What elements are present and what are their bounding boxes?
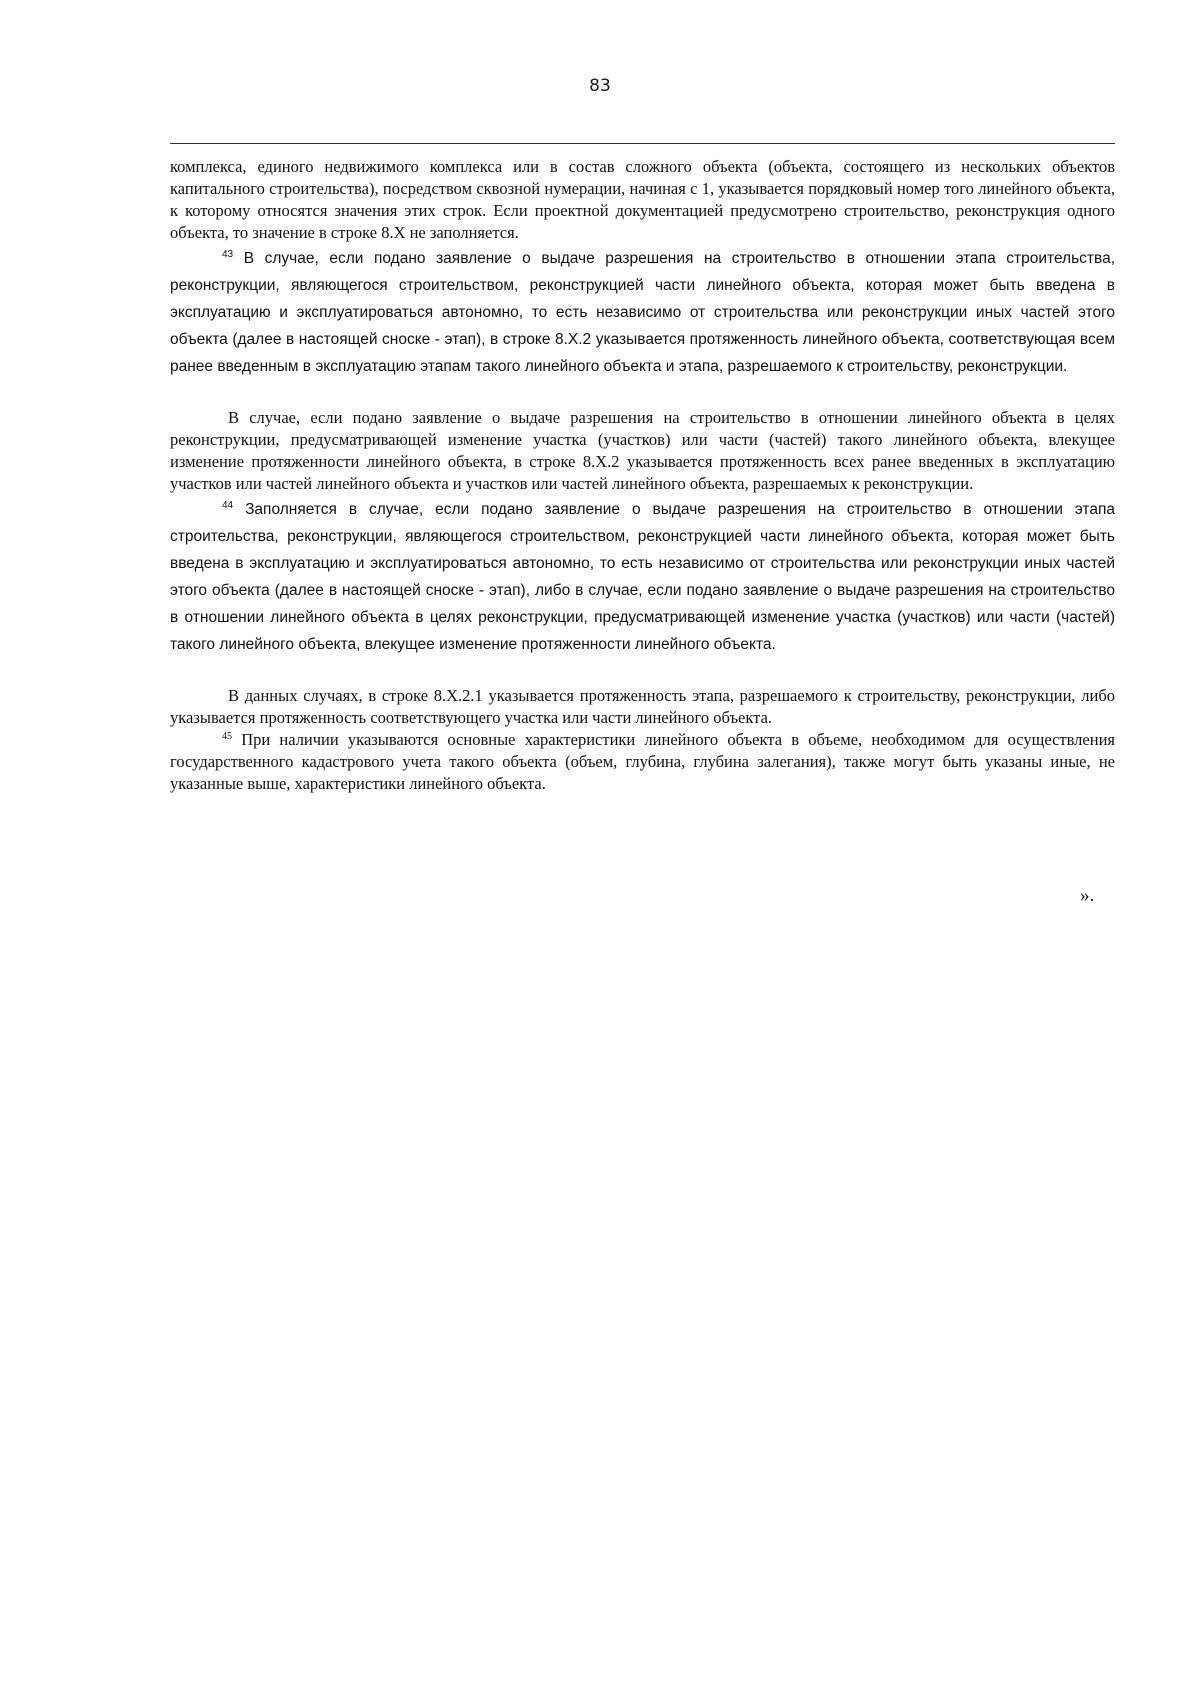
footnote-44-text: Заполняется в случае, если подано заявление о выдаче разрешения на строительство в отношении этапа строительства, реконструкции, являющегося строительством, реконструкцией части линейного объекта, которая может быть введена в эксплуатацию и эксплуатироваться автономно, то есть независимо от строительства или реконструкции иных частей этого объекта (далее в настоящей сноске - этап), либо в случае, если подано заявление о выдаче разрешения на строительство в отношении линейного объекта в целях реконструкции, предусматривающей изменение участка (участков) или части (частей) такого линейного объекта, влекущее изменение протяженности линейного объекта. bbox=[170, 501, 1115, 653]
footnote-44-second-paragraph: В данных случаях, в строке 8.X.2.1 указывается протяженность этапа, разрешаемого к строительству, реконструкции, либо указывается протяженность соответствующего участка или части линейного объекта. bbox=[170, 686, 1115, 727]
footnote-43-second-paragraph: В случае, если подано заявление о выдаче разрешения на строительство в отношении линейного объекта в целях реконструкции, предусматривающей изменение участка (участков) или части (частей) такого линейного объекта, влекущее изменение протяженности линейного объекта, в строке 8.X.2 указывается протяженность всех ранее введенных в эксплуатацию участков или частей линейного объекта и участков или частей линейного объекта, разрешаемых к реконструкции. bbox=[170, 408, 1115, 493]
footnote-44-number: 44 bbox=[222, 500, 234, 511]
footnotes-section bbox=[170, 156, 1115, 795]
page-number: 83 bbox=[589, 76, 611, 96]
footnote-separator-line bbox=[170, 143, 1115, 144]
footnote-43 bbox=[170, 245, 1115, 380]
footnote-43-number: 43 bbox=[222, 249, 234, 260]
footnote-43-text: В случае, если подано заявление о выдаче разрешения на строительство в отношении этапа строительства, реконструкции, являющегося строительством, реконструкцией части линейного объекта, которая может быть введена в эксплуатацию и эксплуатироваться автономно, то есть независимо от строительства или реконструкции иных частей этого объекта (далее в настоящей сноске - этап), в строке 8.X.2 указывается протяженность линейного объекта, соответствующая всем ранее введенным в эксплуатацию этапам такого линейного объекта и этапа, разрешаемого к строительству, реконструкции. bbox=[170, 250, 1115, 375]
footnote-44 bbox=[170, 496, 1115, 658]
footnote-45-text: При наличии указываются основные характеристики линейного объекта в объеме, необходимом для осуществления государственного кадастрового учета такого объекта (объем, глубина, глубина залегания), также могут быть указаны иные, не указанные выше, характеристики линейного объекта. bbox=[170, 730, 1115, 793]
footnote-45-number: 45 bbox=[222, 731, 232, 742]
continuation-paragraph: комплекса, единого недвижимого комплекса или в состав сложного объекта (объекта, состоящего из нескольких объектов капитального строительства), посредством сквозной нумерации, начиная с 1, указывается порядковый номер того линейного объекта, к которому относятся значения этих строк. Если проектной документацией предусмотрено строительство, реконструкция одного объекта, то значение в строке 8.X не заполняется. bbox=[170, 157, 1115, 242]
footnote-45 bbox=[170, 729, 1115, 795]
closing-quote-mark: ». bbox=[1080, 885, 1095, 906]
